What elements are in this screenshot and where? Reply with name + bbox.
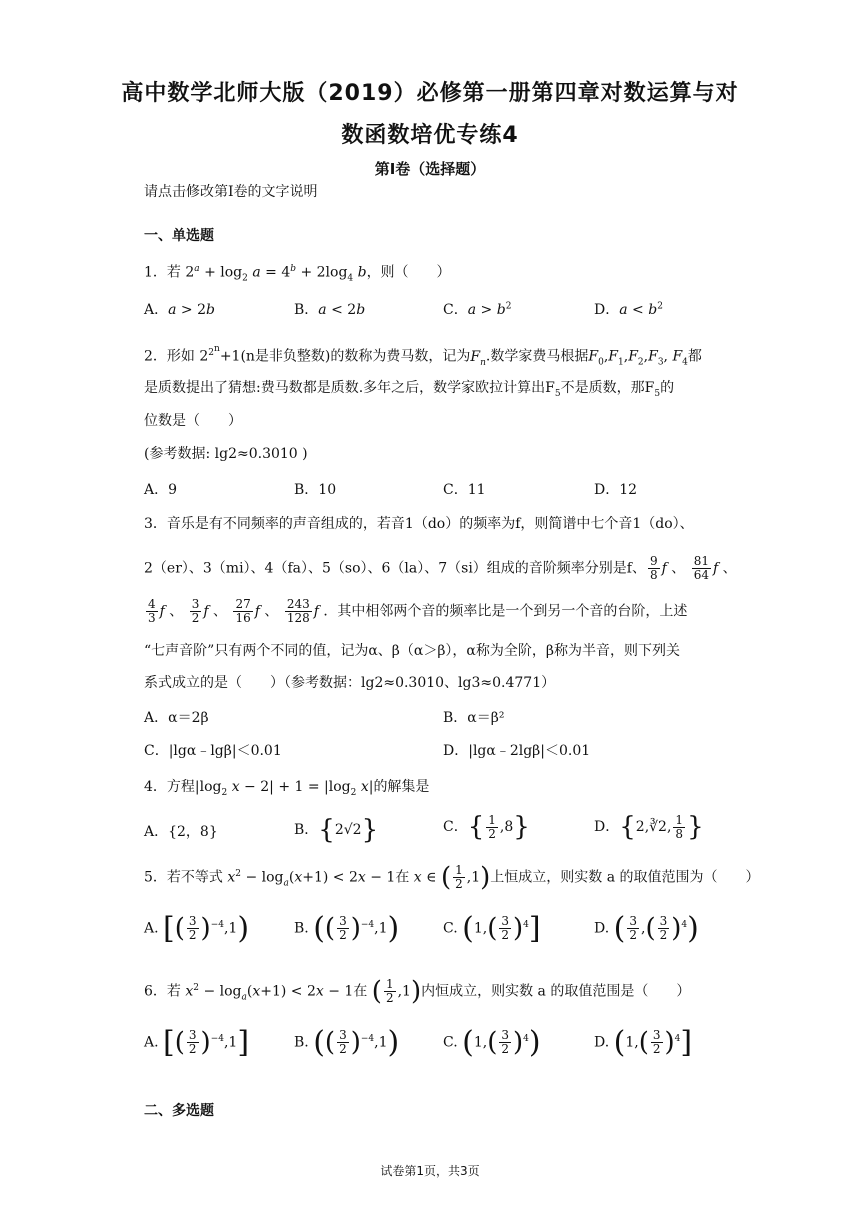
q3-line2: 2（er）、3（mi）、4（fa）、5（so）、6（la）、7（si）组成的音阶频率分别是f、 (144, 560, 646, 577)
q3-line3-tail: ．其中相邻两个音的频率比是一个到另一个音的台阶，上述 (323, 603, 688, 620)
page-footer: 试卷第1页，共3页 (380, 1164, 480, 1178)
question-3-line-4: “七声音阶”只有两个不同的值，记为α、β（α＞β），α称为全阶，β称为半音，则下列关 (144, 643, 680, 659)
question-3-line-3: $\frac{4}{3}$ f 、 $\frac{3}{2}$ f 、 $\frac{27}{16}$ f 、 $\frac{243}{128}$ f ．其中相邻两个音的频率比是一个到另一个音的台阶，上述 (148, 597, 688, 625)
question-2-reference: (参考数据: lg2≈0.3010 ) (144, 446, 308, 462)
section-single-choice: 一、单选题 (144, 228, 214, 244)
q5-option-b: B. (( $\frac{3}{2}$ )$^{-4}$,1) (294, 911, 400, 946)
question-3-line-1: 3．音乐是有不同频率的声音组成的，若音1（do）的频率为f，则简谱中七个音1（do）、 (144, 516, 694, 532)
question-1: 1．若 $2^a + \log_2 a = 4^b + 2\log_4$ b，则（ ） (144, 264, 451, 284)
q6-stem-end: 内恒成立，则实数 a 的取值范围是（ ） (421, 983, 691, 1000)
q4-option-a: A．{2，8} (144, 824, 218, 840)
fraction-9-8: $\frac{9}{8}$ (649, 554, 658, 582)
q3-option-d: D．|lgα﹣2lgβ|＜0.01 (443, 743, 591, 759)
question-3-line-2: 2（er）、3（mi）、4（fa）、5（so）、6（la）、7（si）组成的音阶频率分别是f、 $\frac{9}{8}$ f 、 $\frac{81}{64}$ f 、 (144, 554, 737, 582)
question-4: 4．方程$|\log_2$ $x - 2| + 1 = |\log_2$ x|的解集是 (144, 779, 430, 798)
section-multiple-choice: 二、多选题 (144, 1103, 214, 1119)
q2-line1-end: 都 (687, 348, 702, 365)
q4-stem-end: 的解集是 (373, 779, 430, 795)
q2-line1-post: .数学家费马根据 (485, 348, 589, 365)
title-line-2: 数函数培优专练4 (341, 123, 519, 148)
q2-line1-pre: 2．形如 (144, 348, 195, 365)
volume-note: 请点击修改第I卷的文字说明 (144, 184, 318, 200)
volume-heading: 第I卷（选择题） (374, 160, 486, 178)
q2-line2-end: 不是质数，那F (560, 380, 655, 396)
q5-stem-end: 上恒成立，则实数 a 的取值范围为（ ） (490, 869, 760, 886)
q2-option-c: C．11 (443, 482, 486, 498)
q6-option-d: D. (1,( $\frac{3}{2}$ )$^4$] (594, 1025, 693, 1060)
question-6: 6．若 $x^2 - \log_a(x+1) < 2x - 1$在 ( $\frac{1}{2}$ ,1)内恒成立，则实数 a 的取值范围是（ ） (144, 976, 691, 1007)
q2-option-b: B．10 (294, 482, 337, 498)
q1-option-c: C．$a > b^2$ (443, 301, 512, 318)
q4-option-d: D．{2,∛2, $\frac{1}{8}$ } (594, 812, 704, 842)
q6-option-b: B. (( $\frac{3}{2}$ )$^{-4}$,1) (294, 1025, 400, 1060)
question-2-line-2: 是质数提出了猜想:费马数都是质数.多年之后，数学家欧拉计算出$F_5$不是质数，那$F_5$的 (144, 380, 675, 399)
fraction-4-3: $\frac{4}{3}$ (148, 597, 156, 625)
q6-option-a: A. [( $\frac{3}{2}$ )$^{-4}$,1] (144, 1025, 250, 1060)
q3-option-a: A．α＝2β (144, 710, 209, 726)
question-5: 5．若不等式 $x^2 - \log_a(x+1) < 2x - 1$在 x ∈ ( $\frac{1}{2}$ ,1)上恒成立，则实数 a 的取值范围为（ ） (144, 862, 760, 893)
q2-option-a: A．9 (144, 482, 178, 498)
question-2-line-1: 2．形如 $2^{2^n}+1(n$是非负整数)的数称为费马数，记为$F_n$.数学家费马根据$F_0,F_1,F_2,F_3$, $F_4$都 (144, 344, 702, 368)
q1-option-d: D．$a < b^2$ (594, 301, 663, 318)
q1-option-b: B．a < 2b (294, 302, 366, 318)
q1-option-a: A．a > 2b (144, 302, 215, 318)
question-2-line-3: 位数是（ ） (144, 413, 242, 429)
q3-option-b: B．α＝β² (443, 710, 505, 726)
q5-option-c: C. (1,( $\frac{3}{2}$ )$^4$] (443, 911, 541, 946)
title-line-1: 高中数学北师大版（2019）必修第一册第四章对数运算与对 (121, 81, 739, 106)
question-3-line-5: 系式成立的是（ ）（参考数据：lg2≈0.3010、lg3≈0.4771） (144, 675, 556, 691)
fraction-81-64: $\frac{81}{64}$ (693, 554, 709, 582)
fraction-27-16: $\frac{27}{16}$ (235, 597, 251, 625)
q1-stem-end: ，则（ ） (366, 264, 451, 281)
q5-option-a: A. [( $\frac{3}{2}$ )$^{-4}$,1) (144, 911, 250, 946)
q4-option-c: C．{ $\frac{1}{2}$ ,8} (443, 812, 530, 842)
q2-line2: 是质数提出了猜想:费马数都是质数.多年之后，数学家欧拉计算出F (144, 380, 555, 396)
q3-option-c: C．|lgα﹣lgβ|＜0.01 (144, 743, 282, 759)
q6-option-c: C. (1,( $\frac{3}{2}$ )$^4$) (443, 1025, 541, 1060)
q4-option-b: B．{2√2} (294, 815, 379, 845)
q5-option-d: D. ( $\frac{3}{2}$ ,( $\frac{3}{2}$ )$^4$) (594, 911, 699, 946)
q4-stem: 4．方程 (144, 779, 195, 795)
fraction-3-2: $\frac{3}{2}$ (191, 597, 200, 625)
q2-line1-mid: (n是非负整数)的数称为费马数，记为 (240, 348, 471, 365)
fraction-243-128: $\frac{243}{128}$ (286, 597, 310, 625)
q2-line2-tail: 的 (660, 380, 675, 396)
q2-option-d: D．12 (594, 482, 638, 498)
